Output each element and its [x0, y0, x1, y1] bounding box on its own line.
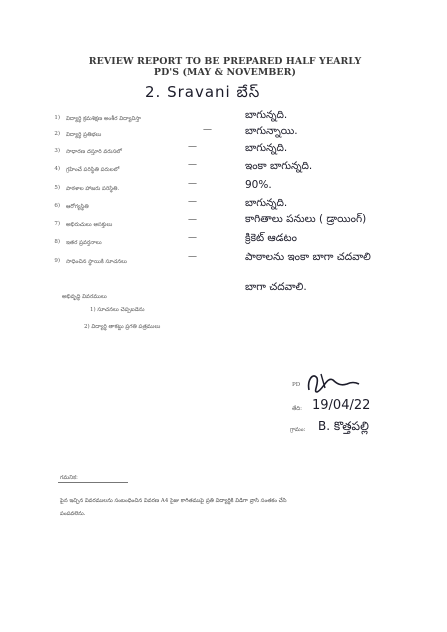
item-number: 1): [54, 115, 60, 121]
item-answer: క్రికెట్ ఆడటం: [245, 232, 297, 244]
section-item: 1) సూచనలు చెప్పబడెను: [90, 307, 145, 313]
signature-mark: [303, 368, 361, 398]
item-number: 4): [54, 166, 60, 172]
date-label: తేది:: [292, 406, 303, 412]
note-text: పైన ఇచ్చిన వివరములను సంబంధించిన వివరణ A4 సైజు కాగితముపై ప్రతి విద్యార్థికి విడిగా వ్రాసి సంతకం చేసి: [60, 498, 287, 504]
item-number: 9): [54, 258, 60, 264]
item-dash: —: [188, 142, 197, 152]
date-value: 19/04/22: [312, 398, 371, 413]
item-label: ఆరోగ్యస్థితి: [66, 204, 89, 210]
item-label: అభిరుచులు ఆసక్తులు: [66, 222, 113, 228]
item-dash: —: [188, 252, 197, 262]
item-answer: పాఠాలను ఇంకా బాగా చదవాలి: [245, 251, 371, 263]
section-heading: అభివృద్ధి వివరములు: [62, 294, 107, 300]
report-subtitle: PD'S (MAY & NOVEMBER): [153, 67, 297, 78]
item-label: విద్యార్థి క్రమశిక్షణ అంశీర విద్యావిస్తా: [66, 116, 141, 122]
item-label: సాధారణ దస్తూరి వరుసలో: [66, 149, 122, 155]
item-dash: —: [188, 179, 197, 189]
item-dash: —: [188, 160, 197, 170]
item-answer-continued: బాగా చదవాలి.: [245, 281, 307, 293]
place-value: B. కొత్తపల్లి: [318, 419, 369, 433]
item-answer: బాగున్నది.: [245, 197, 288, 209]
item-dash: —: [188, 233, 197, 243]
item-number: 7): [54, 221, 60, 227]
item-answer: బాగున్నది.: [245, 109, 288, 121]
handwritten-student-name: 2. Sravani బేస్: [145, 83, 261, 101]
note-heading: గమనిక:: [60, 475, 78, 481]
report-title: REVIEW REPORT TO BE PREPARED HALF YEARLY: [88, 56, 362, 67]
item-number: 5): [54, 185, 60, 191]
item-dash: —: [188, 215, 197, 225]
item-label: పాఠశాల హాజరు పరిస్థితి.: [66, 186, 120, 192]
pd-label: PD: [292, 382, 301, 388]
item-answer: బాగున్నాయి.: [245, 125, 298, 137]
item-number: 6): [54, 203, 60, 209]
item-dash: —: [203, 125, 212, 135]
item-answer: 90%.: [245, 179, 272, 191]
note-text-continued: పంపవలెను.: [60, 511, 86, 517]
place-label: గ్రామం:: [290, 427, 306, 433]
item-label: ఇతర ప్రవర్తనాలు: [66, 240, 102, 246]
item-number: 2): [54, 131, 60, 137]
item-answer: బాగున్నది.: [245, 142, 288, 154]
item-label: గ్రహించే పరిస్థితి పరులలో: [66, 167, 120, 173]
item-label: సాధించిన స్థాయికి సూచనలు: [66, 259, 127, 265]
item-answer: కాగితాలు పనులు ( డ్రాయింగ్): [245, 213, 367, 225]
item-answer: ఇంకా బాగున్నది.: [245, 160, 313, 172]
item-number: 3): [54, 148, 60, 154]
item-number: 8): [54, 239, 60, 245]
item-label: విద్యార్థి ప్రతిభలు: [66, 132, 102, 138]
note-underline: [58, 482, 128, 483]
section-item: 2) విద్యార్థి తాకట్టు ప్రగతి పత్రములు: [84, 324, 161, 330]
item-dash: —: [188, 197, 197, 207]
